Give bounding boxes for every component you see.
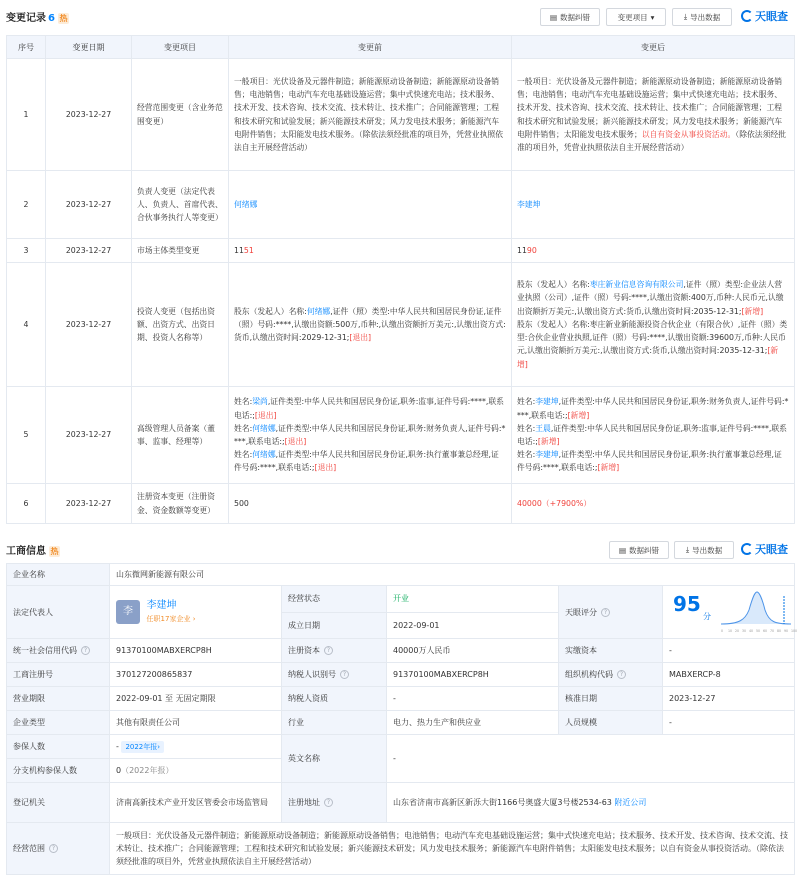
tianyancha-logo: 天眼查 [741,8,788,24]
row-after [512,171,795,239]
tax-qual: - [387,687,559,711]
row-after [512,387,795,484]
company-type: 其他有限责任公司 [110,711,282,735]
table-row [7,263,795,387]
col-header-no: 序号 [7,36,46,59]
download-icon: ⤓ [683,12,688,21]
business-info-header [0,533,800,561]
exit-tag: [退出] [349,333,372,343]
score-tick-label: 80 [777,629,782,633]
company-type-label: 企业类型 [7,711,110,735]
row-date: 2023-12-27 [46,484,132,524]
score-tick-label: 10 [728,629,733,633]
approve-date: 2023-12-27 [663,687,795,711]
score-tick-label: 30 [742,629,747,633]
row-date: 2023-12-27 [46,263,132,387]
tax-id: 91370100MABXERCP8H [387,663,559,687]
info-row [7,564,795,586]
exit-tag: [退出] [314,463,337,473]
help-icon[interactable]: ? [601,608,610,617]
row-no: 2 [7,171,46,239]
row-no: 1 [7,59,46,171]
row-no: 5 [7,387,46,484]
business-info-table [6,563,798,875]
row-before: 1151 [229,239,512,263]
row-date: 2023-12-27 [46,387,132,484]
person-record-line: 姓名:李建坤,证件类型:中华人民共和国居民身份证,职务:财务负责人,证件号码:****,联系电话:;[新增] [517,397,789,420]
row-date: 2023-12-27 [46,171,132,239]
score-cell [663,586,798,639]
business-scope: 一般项目：光伏设备及元器件制造；新能源原动设备制造；新能源原动设备销售；电池销售；电动汽车充电基础设施运营；集中式快速充电站；技术服务、技术开发、技术咨询、技术交流、技术转让、技术推广；合同能源管理；工程和技术研究和试验发展；新兴能源技术研发；风力发电技术服务；新能源汽车电附件销售；太阳能发电技术服务；以自有资金从事投资活动。（除依法须经批准的项目外，凭营业执照依法自主开展经营活动） [110,823,795,875]
tax-qual-label: 纳税人资质 [282,687,387,711]
tax-id-label: 纳税人识别号 ? [282,663,387,687]
table-row [7,59,795,171]
row-no: 3 [7,239,46,263]
est-date-label: 成立日期 [282,612,387,639]
col-header-item: 变更项目 [132,36,229,59]
document-icon: ▤ [549,12,558,22]
row-item: 市场主体类型变更 [132,239,229,263]
help-icon[interactable]: ? [617,670,626,679]
paid-capital-label: 实缴资本 [559,639,663,663]
person-record-line: 姓名:王晨,证件类型:中华人民共和国居民身份证,职务:监事,证件号码:****,联系电话:;[新增] [517,423,787,446]
export-data-button[interactable]: ⤓ 导出数据 [672,8,732,26]
person-link[interactable]: 何绪娜 [234,199,258,209]
row-before: 500 [229,484,512,524]
score-tick-label: 40 [749,629,754,633]
person-link[interactable]: 何绪娜 [306,306,331,316]
person-link[interactable]: 何绪娜 [252,450,276,460]
score-tick-label: 60 [763,629,768,633]
change-records-header [0,0,800,28]
person-link[interactable]: 何绪娜 [252,423,276,433]
score-distribution-chart [719,590,798,634]
credit-code-label: 统一社会信用代码 ? [7,639,110,663]
term: 2022-09-01 至 无固定期限 [110,687,282,711]
reg-no: 370127200865837 [110,663,282,687]
info-row [7,586,795,613]
english-name: - [387,735,795,783]
row-item: 注册资本变更（注册资金、资金数额等变更） [132,484,229,524]
export-data-button[interactable]: ⤓ 导出数据 [674,541,734,559]
company-link[interactable]: 枣庄新业信息咨询有限公司 [589,280,684,290]
added-tag: [新增] [517,346,779,369]
address-label: 注册地址 ? [282,783,387,823]
score-label: 天眼评分 ? [559,586,663,639]
person-link[interactable]: 王晨 [535,423,551,433]
table-row [7,387,795,484]
org-code-label: 组织机构代码 ? [559,663,663,687]
row-before [229,171,512,239]
data-correction-button[interactable]: ▤ 数据纠错 [609,541,669,559]
legal-rep-tag[interactable]: 任职17家企业 › [146,614,196,623]
row-before: 一般项目：光伏设备及元器件制造；新能源原动设备制造；新能源原动设备销售；电池销售；电动汽车充电基础设施运营；集中式快速充电站；技术服务、技术开发、技术咨询、技术交流、技术转让、技术推广；合同能源管理；工程和技术研究和试验发展；新兴能源技术研发；风力发电技术服务；新能源汽车电附件销售；太阳能发电技术服务。（除依法须经批准的项目外，凭营业执照依法自主开展经营活动） [229,59,512,171]
score-tick-label: 20 [735,629,740,633]
row-date: 2023-12-27 [46,59,132,171]
change-records-title: 变更记录 6 热 [6,13,68,24]
company-name-label: 企业名称 [7,564,110,586]
score-curve-fill [721,592,791,624]
help-icon[interactable]: ? [324,798,333,807]
exit-tag: [退出] [284,437,307,446]
english-name-label: 英文名称 [282,735,387,783]
tianyancha-logo: 天眼查 [741,541,788,557]
score-unit: 分 [703,612,711,621]
score-value: 95 [673,592,701,616]
row-item: 高级管理人员备案（董事、监事、经理等） [132,387,229,484]
row-item: 投资人变更（包括出资额、出资方式、出资日期、投资人名称等） [132,263,229,387]
hot-icon: 热 [50,546,59,556]
row-item: 经营范围变更（含业务范围变更） [132,59,229,171]
table-header-row [7,36,795,59]
info-row [7,823,795,875]
authority-label: 登记机关 [7,783,110,823]
row-no: 6 [7,484,46,524]
term-label: 营业期限 [7,687,110,711]
row-after: 一般项目：光伏设备及元器件制造；新能源原动设备制造；新能源原动设备销售；电池销售；电动汽车充电基础设施运营；集中式快速充电站；技术服务、技术开发、技术咨询、技术交流、技术转让、技术推广；合同能源管理；工程和技术研究和试验发展；新兴能源技术研发；风力发电技术服务；新能源汽车电附件销售；太阳能发电技术服务；以自有资金从事投资活动。（除依法须经批准的项目外，凭营业执照依法自主开展经营活动） [512,59,795,171]
person-record-line: 姓名:梁尚,证件类型:中华人民共和国居民身份证,职务:监事,证件号码:****,联系电话:;[退出] [234,397,504,420]
info-row [7,711,795,735]
download-icon: ⤓ [685,545,690,554]
logo-ring-icon [741,10,753,22]
reg-no-label: 工商注册号 [7,663,110,687]
score-tick-label: 70 [770,629,775,633]
row-after: 40000（+7900%） [512,484,795,524]
person-record-line: 姓名:何绪娜,证件类型:中华人民共和国居民身份证,职务:财务负责人,证件号码:****,联系电话:;[退出] [234,423,506,446]
col-header-before: 变更前 [229,36,512,59]
info-row [7,735,795,759]
est-date: 2022-09-01 [387,612,559,639]
authority: 济南高新技术产业开发区管委会市场监管局 [110,783,282,823]
exit-tag: [退出] [254,410,277,420]
nearby-companies-link[interactable]: 附近公司 [614,798,647,807]
approve-date-label: 核准日期 [559,687,663,711]
change-item-filter[interactable]: 变更项目 ▾ [606,8,666,26]
score-tick-label: 100 [791,629,798,633]
added-tag: [新增] [741,306,764,316]
table-row [7,171,795,239]
change-records-table [6,35,795,524]
person-link[interactable]: 李建坤 [517,199,541,209]
person-record-line: 姓名:李建坤,证件类型:中华人民共和国居民身份证,职务:执行董事兼总经理,证件号码:****,联系电话:;[新增] [517,450,782,473]
score-tick-label: 90 [784,629,789,633]
legal-rep-label: 法定代表人 [7,586,110,639]
business-scope-label: 经营范围 ? [7,823,110,875]
help-icon[interactable]: ? [49,844,58,853]
help-icon[interactable]: ? [324,646,333,655]
person-link[interactable]: 李建坤 [535,397,559,407]
hot-icon: 热 [59,13,68,23]
info-row [7,663,795,687]
row-no: 4 [7,263,46,387]
col-header-after: 变更后 [512,36,795,59]
business-info-title: 工商信息 热 [6,546,59,557]
col-header-date: 变更日期 [46,36,132,59]
row-after: 股东（发起人）名称:枣庄新业信息咨询有限公司,证件（照）类型:企业法人营业执照（公司）,证件（照）号码:****,认缴出资额:400万,币种:人民币元,认缴出资额折万美元:,认缴出资方式:货币,认缴出资时间:2035-12-31;[新增] 股东（发起人）名称:枣庄新业新能源投资合伙企业（有限合伙）,证件（照）类型:合伙企业营业执照,证件（照）号码:****,认缴出资额:39600万,币种:人民币元,认缴出资额折万美元:,认缴出资方式:货币,认缴出资时间:2035-12-31;[新增] [512,263,795,387]
change-count: 6 [48,13,55,24]
info-row [7,639,795,663]
help-icon[interactable]: ? [81,646,90,655]
table-row [7,484,795,524]
industry: 电力、热力生产和供应业 [387,711,559,735]
document-icon: ▤ [618,545,627,555]
row-before [229,387,512,484]
added-tag: [新增] [537,437,560,446]
score-widget [663,586,798,638]
branch-insured: 0（2022年报） [110,759,282,783]
paid-capital: - [663,639,795,663]
score-axis-ticks [721,629,797,633]
help-icon[interactable]: ? [340,670,349,679]
company-name: 山东微网新能源有限公司 [110,564,795,586]
industry-label: 行业 [282,711,387,735]
avatar: 李 [116,600,140,624]
info-row [7,687,795,711]
added-tag: [新增] [567,410,590,420]
logo-ring-icon [741,543,753,555]
row-after: 1190 [512,239,795,263]
address: 山东省济南市高新区新泺大街1166号奥盛大厦3号楼2534-63 附近公司 [387,783,795,823]
score-tick-label: 0 [721,629,724,633]
status-label: 经营状态 [282,586,387,613]
added-tag: [新增] [597,463,620,473]
info-row [7,783,795,823]
data-correction-button[interactable]: ▤ 数据纠错 [540,8,600,26]
credit-code: 91370100MABXERCP8H [110,639,282,663]
table-row [7,239,795,263]
legal-rep-cell [110,586,282,639]
row-before: 股东（发起人）名称:何绪娜,证件（照）类型:中华人民共和国居民身份证,证件（照）号码:****,认缴出资额:500万,币种:,认缴出资额折万美元:,认缴出资方式:货币,认缴出资时间:2029-12-31;[退出] [229,263,512,387]
reg-capital-label: 注册资本 ? [282,639,387,663]
legal-rep-link[interactable]: 李建坤 [146,599,177,611]
score-tick-label: 50 [756,629,761,633]
annual-report-tag[interactable]: 2022年报› [121,741,164,753]
staff-size-label: 人员规模 [559,711,663,735]
chevron-down-icon: ▾ [650,12,655,22]
staff-size: - [663,711,795,735]
insured: - 2022年报› [110,735,282,759]
insured-label: 参保人数 [7,735,110,759]
org-code: MABXERCP-8 [663,663,795,687]
highlight-added: 以自有资金从事投资活动。 [641,129,736,139]
row-item: 负责人变更（法定代表人、负责人、首席代表、合伙事务执行人等变更） [132,171,229,239]
reg-capital: 40000万人民币 [387,639,559,663]
person-link[interactable]: 李建坤 [535,450,559,460]
status-value: 开业 [387,586,559,613]
row-date: 2023-12-27 [46,239,132,263]
branch-insured-label: 分支机构参保人数 [7,759,110,783]
person-link[interactable]: 梁尚 [252,397,268,407]
person-record-line: 姓名:何绪娜,证件类型:中华人民共和国居民身份证,职务:执行董事兼总经理,证件号码:****,联系电话:;[退出] [234,450,499,473]
